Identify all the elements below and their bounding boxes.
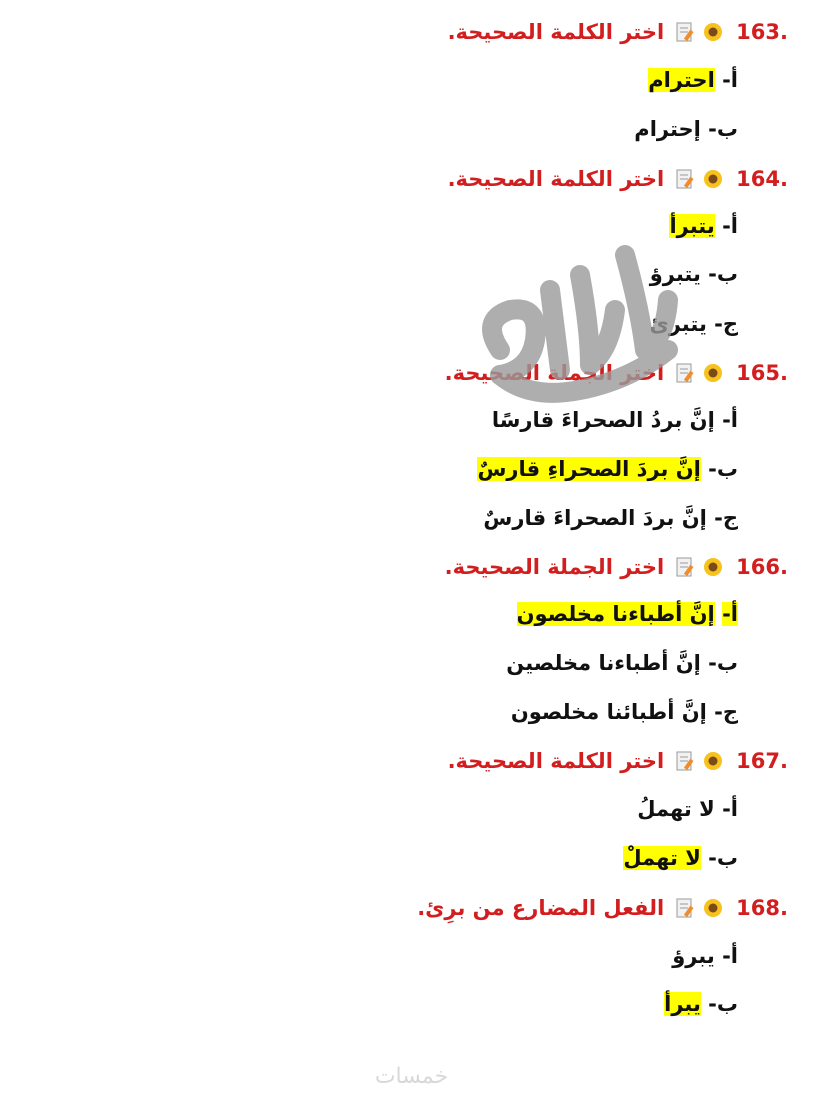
option-letter: أ- — [722, 68, 738, 92]
question-prompt: اختر الكلمة الصحيحة. — [447, 749, 665, 773]
question-number: .167 — [736, 749, 788, 773]
question-163-header — [448, 20, 788, 44]
sunflower-icon — [702, 897, 724, 919]
question-prompt: الفعل المضارع من برِئ. — [417, 896, 665, 920]
question-166-header — [445, 555, 788, 579]
question-number: .164 — [736, 167, 788, 191]
option-letter: أ- — [722, 408, 738, 432]
option-b — [664, 992, 738, 1016]
option-letter-highlighted: أ- — [722, 602, 738, 626]
option-text: إحترام — [634, 117, 701, 141]
memo-icon — [674, 897, 696, 919]
option-text-highlighted: إنَّ بردَ الصحراءِ قارسٌ — [477, 457, 701, 481]
question-number: .165 — [736, 361, 788, 385]
option-text: إنَّ أطبائنا مخلصون — [510, 700, 707, 724]
question-number: .166 — [736, 555, 788, 579]
option-text-highlighted: احترام — [648, 68, 715, 92]
sunflower-icon — [702, 750, 724, 772]
sunflower-icon — [702, 21, 724, 43]
sunflower-icon — [702, 168, 724, 190]
question-164-header — [448, 167, 788, 191]
option-b — [477, 457, 738, 481]
option-letter: ب- — [708, 846, 738, 870]
sunflower-icon — [702, 556, 724, 578]
option-c — [511, 700, 738, 724]
question-number: .163 — [736, 20, 788, 44]
sunflower-icon — [702, 362, 724, 384]
footer-brand: خمسات — [374, 1064, 449, 1089]
option-a — [672, 944, 738, 968]
option-letter: أ- — [722, 214, 738, 238]
question-number: .168 — [736, 896, 788, 920]
memo-icon — [674, 750, 696, 772]
option-text: إنَّ بردَ الصحراءَ قارسٌ — [483, 506, 707, 530]
option-text: لا تهملُ — [637, 797, 715, 821]
question-prompt: اختر الكلمة الصحيحة. — [447, 20, 665, 44]
option-b — [506, 651, 738, 675]
option-letter: ب- — [708, 457, 738, 481]
question-prompt: اختر الكلمة الصحيحة. — [447, 167, 665, 191]
question-prompt: اختر الجملة الصحيحة. — [444, 555, 665, 579]
option-a — [637, 797, 738, 821]
question-prompt: اختر الجملة الصحيحة. — [444, 361, 665, 385]
question-167-header — [448, 749, 788, 773]
memo-icon — [674, 556, 696, 578]
question-168-header — [417, 896, 788, 920]
memo-icon — [674, 21, 696, 43]
option-letter: ج- — [714, 700, 738, 724]
memo-icon — [674, 168, 696, 190]
option-text: يتبرؤ — [649, 262, 701, 286]
watermark-signature — [440, 200, 700, 440]
option-text: إنَّ أطباءنا مخلصين — [506, 651, 701, 675]
option-text-highlighted: يبرأ — [664, 992, 701, 1016]
option-text: إنَّ بردُ الصحراءَ قارسًا — [491, 408, 715, 432]
option-text-highlighted: يتبرأ — [669, 214, 715, 238]
option-a — [517, 602, 738, 626]
option-b — [634, 117, 738, 141]
option-text: يبرؤ — [672, 944, 715, 968]
option-text: يتبرئ — [649, 312, 707, 336]
option-letter: ب- — [708, 992, 738, 1016]
option-c — [483, 506, 738, 530]
option-a — [648, 68, 738, 92]
option-letter: أ- — [722, 797, 738, 821]
option-letter: ج- — [714, 312, 738, 336]
option-b — [623, 846, 738, 870]
option-letter: ج- — [714, 506, 738, 530]
option-letter: ب- — [708, 651, 738, 675]
option-text-highlighted: إنَّ أطباءنا مخلصون — [516, 602, 715, 626]
option-text-highlighted: لا تهملْ — [623, 846, 701, 870]
option-letter: ب- — [708, 117, 738, 141]
option-letter: ب- — [708, 262, 738, 286]
option-letter: أ- — [722, 944, 738, 968]
